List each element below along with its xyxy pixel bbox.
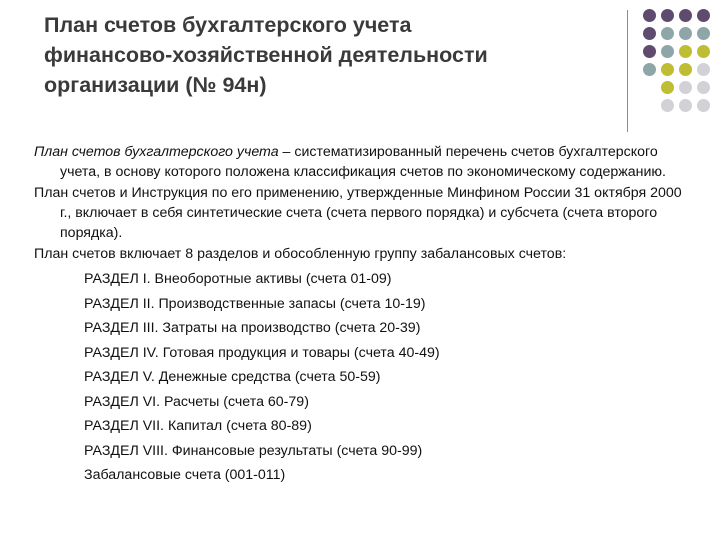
section-item: РАЗДЕЛ VII. Капитал (счета 80-89) [84,418,312,434]
decor-dot [643,45,656,58]
decor-dot [661,9,674,22]
decor-dot [643,63,656,76]
decor-dot [679,63,692,76]
decor-dot [661,81,674,94]
decor-dot [661,45,674,58]
section-item: РАЗДЕЛ I. Внеоборотные активы (счета 01-09) [84,271,392,287]
title-line-2: финансово-хозяйственной деятельности [44,43,488,67]
section-item: РАЗДЕЛ VIII. Финансовые результаты (счета 90-99) [84,442,423,459]
paragraph-definition [34,142,694,182]
section-item: РАЗДЕЛ III. Затраты на производство (счета 20-39) [84,320,421,336]
title-line-1: План счетов бухгалтерского учета [44,13,412,37]
decor-dot [643,9,656,22]
decor-dot [679,99,692,112]
decor-dot [697,99,710,112]
decor-dot [697,63,710,76]
sections-list [34,267,694,488]
decor-dot [679,45,692,58]
slide-body [34,142,694,488]
decor-dot [697,27,710,40]
paragraph-instruction: План счетов и Инструкция по его применению, утвержденные Минфином России 31 октября 2000 г., включает в себя синтетические счета (счета первого порядка) и субсчета (счета второго порядка). [34,185,682,241]
section-item: РАЗДЕЛ II. Производственные запасы (счета 10-19) [84,295,426,312]
decor-dot [661,63,674,76]
section-item: РАЗДЕЛ V. Денежные средства (счета 50-59) [84,369,381,385]
decor-dot [697,45,710,58]
decorative-divider-line [627,10,628,132]
decor-dot [679,81,692,94]
decor-dot [697,9,710,22]
section-item-off-balance: Забалансовые счета (001-011) [84,467,286,483]
definition-term: План счетов бухгалтерского учета [34,144,279,160]
title-line-3: организации (№ 94н) [44,73,267,97]
paragraph-sections-intro: План счетов включает 8 разделов и обособленную группу забалансовых счетов: [34,246,567,262]
decor-dot [697,81,710,94]
decor-dot [661,99,674,112]
decor-dot [679,27,692,40]
decor-dot [679,9,692,22]
decor-dot [661,27,674,40]
definition-text: – систематизированный перечень счетов бухгалтерского учета, в основу которого положена классификация счетов по экономическому содержанию. [60,144,666,180]
section-item: РАЗДЕЛ IV. Готовая продукция и товары (счета 40-49) [84,344,440,361]
section-item: РАЗДЕЛ VI. Расчеты (счета 60-79) [84,393,309,410]
slide-title [44,10,624,100]
decor-dot [643,27,656,40]
